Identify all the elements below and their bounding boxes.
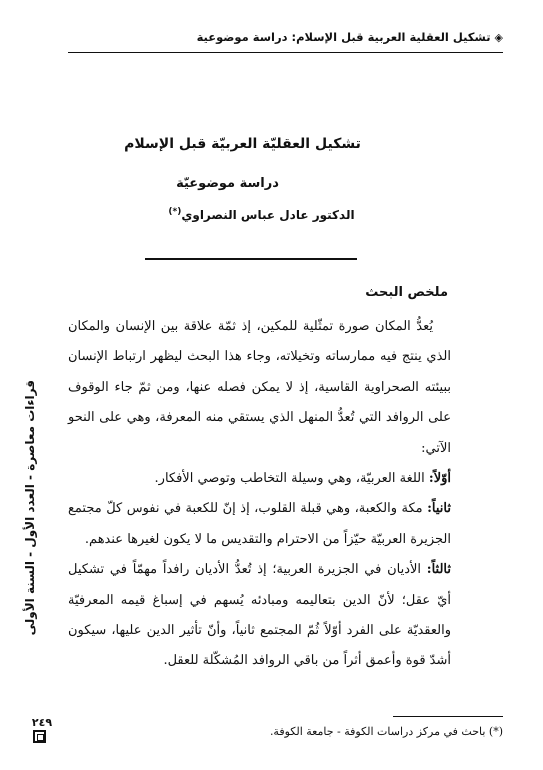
point-2-text: مكة والكعبة، وهي قبلة القلوب، إذ إنّ للكعبة في نفوس كلّ مجتمع الجزيرة العربيّة حيّزاً من الاحترام والتقديس ما لا يكون لغيرها عندهم. xyxy=(68,501,451,547)
side-journal-text: قراءات معاصرة - العدد الأول - السنة الأولى xyxy=(23,380,37,636)
footnote: (*) باحث في مركز دراسات الكوفة - جامعة الكوفة. xyxy=(269,725,503,738)
abstract-intro: يُعدُّ المكان صورة تمثّلية للمكين، إذ ثمّة علاقة بين الإنسان والمكان الذي ينتج فيه ممارساته وتخيلاته، وجاء هذا البحث ليظهر ارتباط الإنسان ببيئته الصحراوية القاسية، إذ لا يمكن فصله عنها، ومن ثمّ جاء الوقوف على الروافد التي تُعدُّ المنهل الذي يستقي منه المعرفة، وهي على النحو الآتي: xyxy=(68,319,451,456)
footnote-divider xyxy=(393,716,503,717)
point-2-label: ثانياً: xyxy=(427,501,451,517)
title-divider xyxy=(145,258,357,260)
running-header-title: تشكيل العقلية العربية قبل الإسلام: دراسة موضوعية xyxy=(196,30,491,44)
point-1-text: اللغة العربيّة، وهي وسيلة التخاطب وتوصي الأفكار. xyxy=(154,471,429,487)
article-subtitle: دراسة موضوعيّة xyxy=(176,176,279,191)
abstract-heading: ملخص البحث xyxy=(365,285,448,300)
point-3-text: الأديان في الجزيرة العربية؛ إذ تُعدُّ الأديان رافداً مهمّاً في تشكيل أيّ عقل؛ لأنّ الدين بتعاليمه ومبادئه يُسهم في إسباغ قيمه المعرفيّة والعقديّة على الفرد أوّلاً ثُمّ المجتمع ثانياً، وأنّ تأثير الدين عليها، سيكون أشدّ قوة وأعمق أثراً من باقي الروافد المُشكّلة للعقل. xyxy=(68,562,451,669)
header-divider xyxy=(68,52,503,53)
point-3-label: ثالثاً: xyxy=(426,562,451,578)
page-number: ٢٤٩ xyxy=(31,716,53,729)
point-1-label: أوّلاً: xyxy=(428,471,451,487)
author-name: الدكتور عادل عباس النصراوي xyxy=(181,208,355,222)
square-ornament-icon xyxy=(33,730,46,743)
running-header xyxy=(40,30,503,44)
abstract-body xyxy=(68,312,451,677)
diamond-icon: ◈ xyxy=(494,31,503,44)
side-journal-label xyxy=(8,380,38,680)
author-footnote-mark: (*) xyxy=(168,207,182,217)
abstract-point-3 xyxy=(68,555,451,677)
abstract-point-1 xyxy=(68,464,451,494)
author-line xyxy=(70,207,453,222)
article-title: تشكيل العقليّة العربيّة قبل الإسلام xyxy=(124,136,361,152)
abstract-point-2 xyxy=(68,494,451,555)
